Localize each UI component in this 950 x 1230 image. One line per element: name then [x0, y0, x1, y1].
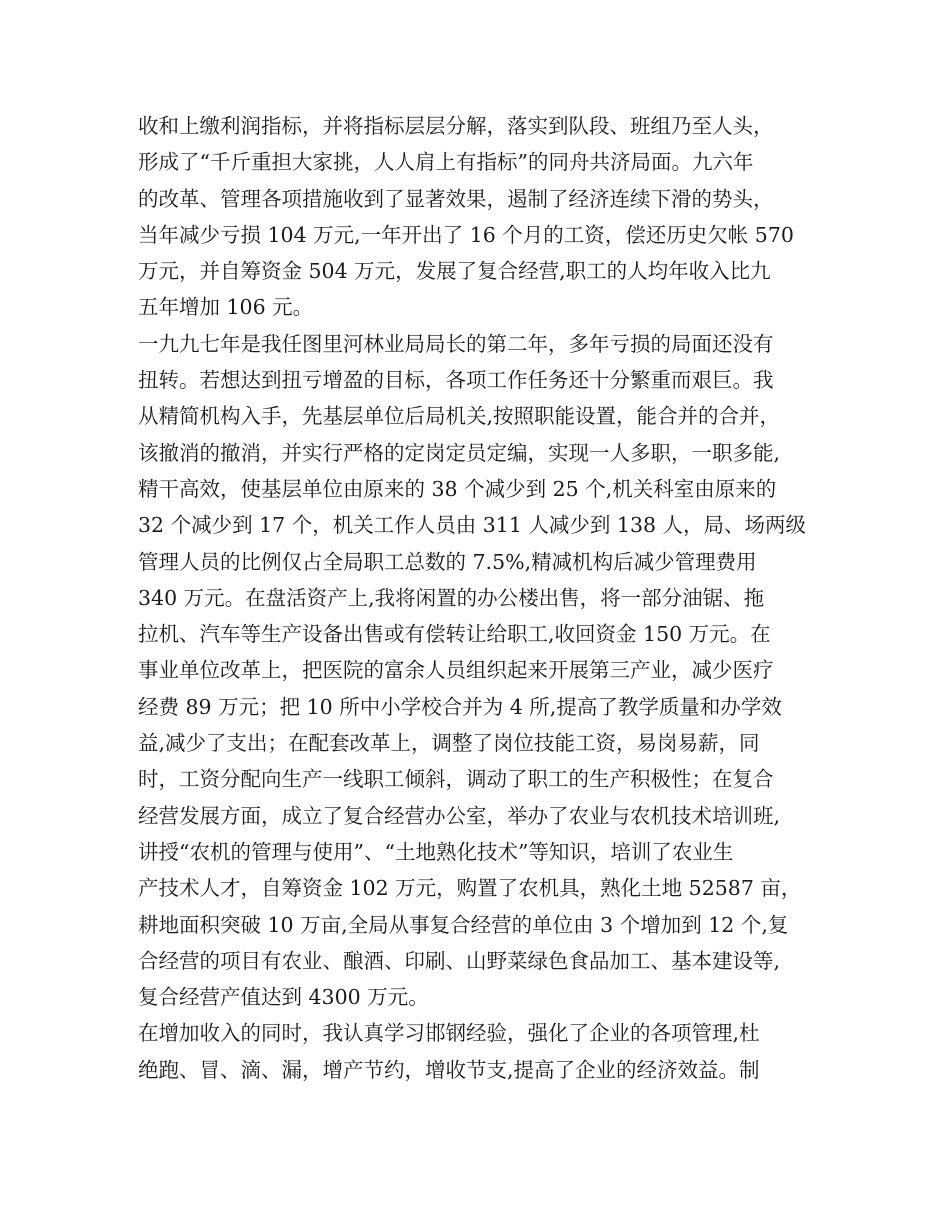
text-line: 产技术人才，自筹资金 102 万元，购置了农机具，熟化土地 52587 亩， [138, 876, 802, 901]
text-line: 340 万元。在盘活资产上,我将闲置的办公楼出售，将一部分油锯、拖 [138, 585, 765, 610]
text-line: 管理人员的比例仅占全局职工总数的 7.5%,精减机构后减少管理费用 [138, 549, 757, 574]
text-line: 耕地面积突破 10 万亩,全局从事复合经营的单位由 3 个增加到 12 个,复 [138, 912, 789, 937]
text-line: 合经营的项目有农业、酿酒、印刷、山野菜绿色食品加工、基本建设等, [138, 948, 781, 973]
text-line: 五年增加 106 元。 [138, 295, 314, 320]
text-line: 时，工资分配向生产一线职工倾斜，调动了职工的生产积极性；在复合 [138, 767, 774, 792]
text-line: 绝跑、冒、滴、漏，增产节约，增收节支,提高了企业的经济效益。制 [138, 1057, 760, 1082]
text-line: 拉机、汽车等生产设备出售或有偿转让给职工,收回资金 150 万元。在 [138, 622, 771, 647]
text-line: 讲授“农机的管理与使用”、“土地熟化技术”等知识，培训了农业生 [138, 839, 734, 864]
text-line: 万元，并自筹资金 504 万元，发展了复合经营,职工的人均年收入比九 [138, 259, 771, 284]
text-line: 扭转。若想达到扭亏增盈的目标，各项工作任务还十分繁重而艰巨。我 [138, 368, 774, 393]
text-line: 益,减少了支出；在配套改革上，调整了岗位技能工资，易岗易薪，同 [138, 731, 760, 756]
text-line: 复合经营产值达到 4300 万元。 [138, 985, 429, 1010]
text-line: 经费 89 万元；把 10 所中小学校合并为 4 所,提高了教学质量和办学效 [138, 694, 782, 719]
text-line: 精干高效，使基层单位由原来的 38 个减少到 25 个,机关科室由原来的 [138, 476, 777, 501]
text-line: 在增加收入的同时，我认真学习邯钢经验，强化了企业的各项管理,杜 [138, 1021, 760, 1046]
text-line: 事业单位改革上，把医院的富余人员组织起来开展第三产业，减少医疗 [138, 658, 774, 683]
text-line: 的改革、管理各项措施收到了显著效果，遏制了经济连续下滑的势头， [138, 186, 774, 211]
text-line: 当年减少亏损 104 万元,一年开出了 16 个月的工资，偿还历史欠帐 570 [138, 222, 794, 247]
text-line: 形成了“千斤重担大家挑，人人肩上有指标”的同舟共济局面。九六年 [138, 150, 754, 175]
text-line: 该撤消的撤消，并实行严格的定岗定员定编，实现一人多职，一职多能, [138, 440, 781, 465]
text-line: 一九九七年是我任图里河林业局局长的第二年，多年亏损的局面还没有 [138, 331, 774, 356]
text-line: 收和上缴利润指标，并将指标层层分解，落实到队段、班组乃至人头， [138, 114, 774, 138]
body-text [138, 108, 838, 1088]
text-line: 从精简机构入手，先基层单位后局机关,按照职能设置，能合并的合并， [138, 404, 781, 429]
text-line: 32 个减少到 17 个，机关工作人员由 311 人减少到 138 人，局、场两级 [138, 513, 807, 538]
text-line: 经营发展方面，成立了复合经营办公室，举办了农业与农机技术培训班, [138, 803, 781, 828]
